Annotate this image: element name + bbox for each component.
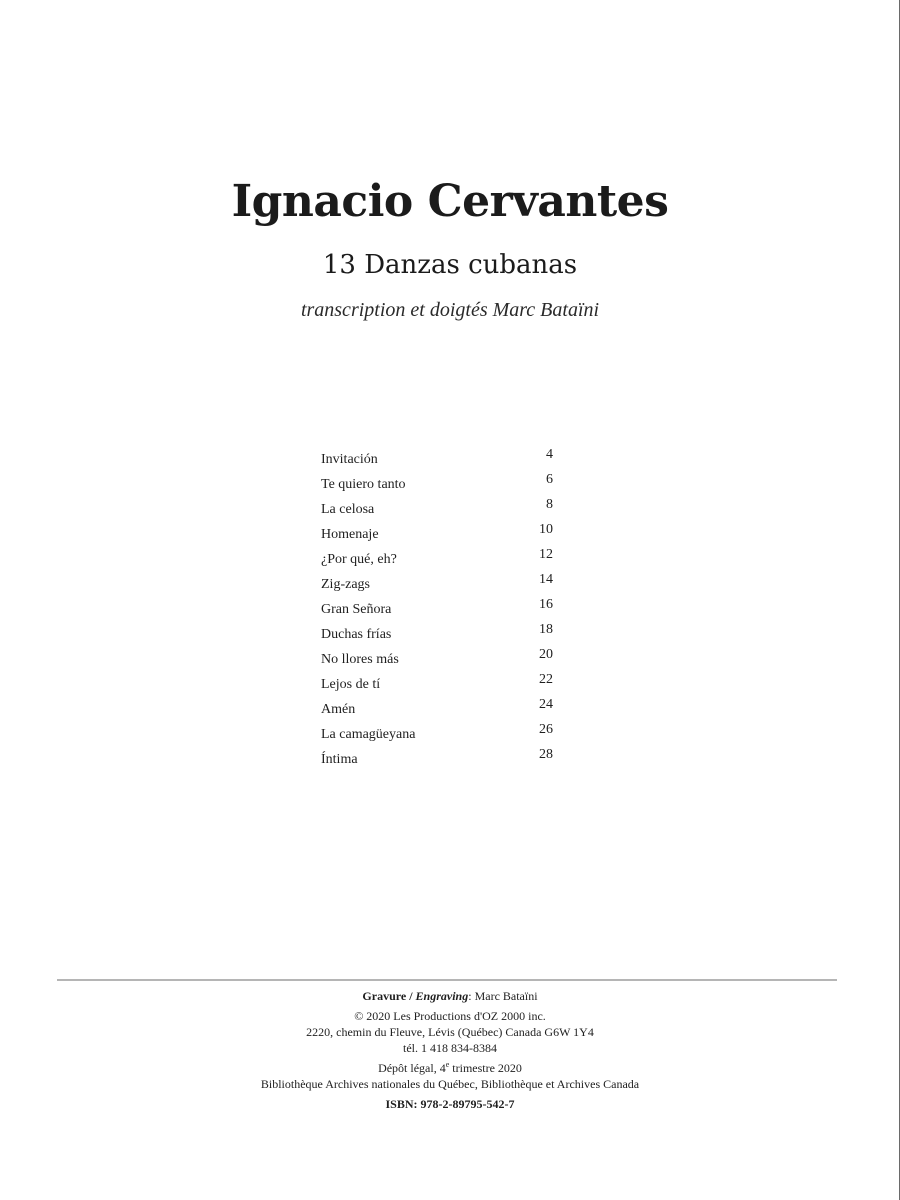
toc-page: 26 — [539, 722, 553, 737]
toc-entry — [321, 524, 561, 549]
toc-entry — [321, 574, 561, 599]
engraving-colon: : — [468, 989, 475, 1003]
work-title: 13 Danzas cubanas — [322, 250, 578, 280]
toc-title: Invitación — [321, 452, 378, 467]
toc-entry — [321, 499, 561, 524]
toc-title: Lejos de tí — [321, 677, 381, 692]
toc-entry — [321, 724, 561, 749]
toc-page: 20 — [539, 647, 553, 662]
legal-deposit-suffix: trimestre 2020 — [449, 1061, 522, 1075]
toc-entry — [321, 674, 561, 699]
publisher-phone: tél. 1 418 834-8384 — [403, 1041, 497, 1055]
toc-page: 6 — [546, 472, 553, 487]
toc-page: 24 — [539, 697, 553, 712]
toc-entry — [321, 699, 561, 724]
engraver-name: Marc Bataïni — [474, 989, 538, 1003]
publisher-address: 2220, chemin du Fleuve, Lévis (Québec) Canada G6W 1Y4 — [306, 1025, 594, 1039]
engraving-separator: / — [406, 989, 416, 1003]
toc-title: Gran Señora — [321, 602, 392, 617]
toc-title: La celosa — [321, 502, 375, 517]
toc-title: Amén — [321, 702, 356, 717]
legal-deposit-prefix: Dépôt légal, 4 — [378, 1061, 446, 1075]
isbn-text: ISBN: 978-2-89795-542-7 — [385, 1097, 515, 1111]
toc-entry — [321, 649, 561, 674]
toc-entry — [321, 599, 561, 624]
copyright-line: © 2020 Les Productions d'OZ 2000 inc. — [354, 1009, 546, 1023]
toc-page: 8 — [546, 497, 553, 512]
toc-title: Duchas frías — [321, 627, 392, 642]
isbn — [0, 1096, 900, 1112]
library-archives: Bibliothèque Archives nationales du Québec, Bibliothèque et Archives Canada — [260, 1077, 640, 1091]
toc-title: ¿Por qué, eh? — [321, 552, 397, 567]
engraving-credit — [0, 988, 900, 1004]
toc-title: La camagüeyana — [321, 727, 416, 742]
toc-page: 28 — [539, 747, 553, 762]
toc-entry — [321, 624, 561, 649]
toc-page: 18 — [539, 622, 553, 637]
composer-title: Ignacio Cervantes — [231, 176, 669, 227]
colophon — [0, 988, 900, 1112]
toc-entry — [321, 549, 561, 574]
legal-deposit-sup: e — [445, 1060, 450, 1069]
engraving-label-en: Engraving — [415, 989, 469, 1003]
toc-title: Te quiero tanto — [321, 477, 406, 492]
toc-title: Homenaje — [321, 527, 379, 542]
toc-page: 10 — [539, 522, 553, 537]
engraving-label-fr: Gravure — [362, 989, 407, 1003]
footer-divider — [57, 979, 837, 981]
toc-title: No llores más — [321, 652, 399, 667]
toc-title: Zig-zags — [321, 577, 370, 592]
table-of-contents — [321, 449, 561, 774]
toc-entry — [321, 749, 561, 774]
toc-page: 4 — [546, 447, 553, 462]
toc-page: 22 — [539, 672, 553, 687]
toc-page: 16 — [539, 597, 553, 612]
toc-page: 12 — [539, 547, 553, 562]
transcription-credit: transcription et doigtés Marc Bataïni — [300, 299, 600, 321]
toc-title: Íntima — [321, 752, 358, 767]
toc-entry — [321, 474, 561, 499]
legal-deposit — [0, 1060, 900, 1076]
toc-entry — [321, 449, 561, 474]
toc-page: 14 — [539, 572, 553, 587]
